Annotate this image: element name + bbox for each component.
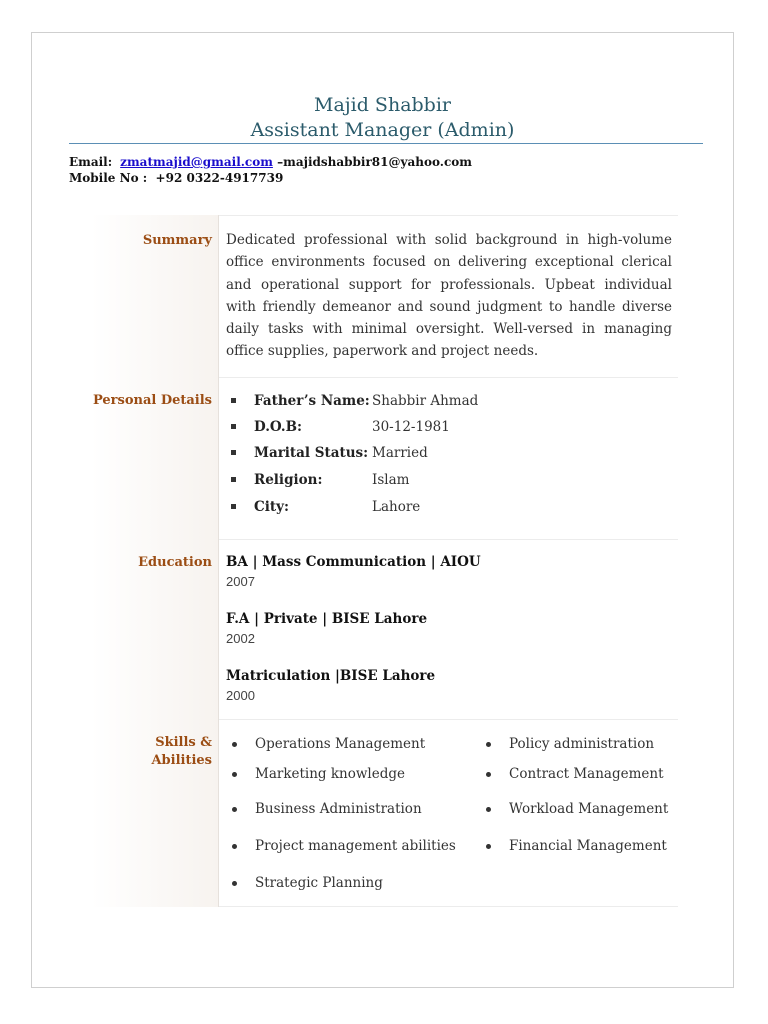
personal-details-section [91, 377, 678, 539]
education-label: Education [138, 555, 212, 570]
mobile-number: +92 0322-4917739 [155, 171, 284, 185]
email-link[interactable]: zmatmajid@gmail.com [120, 155, 273, 169]
skills-section: Skills & Abilities Operations Management Marketing knowledge Business Administration Project management abilities Strategic Planning Policy administration Contract Management Workload Management Financial Management [91, 719, 678, 907]
email-label: Email: [69, 155, 113, 169]
skills-label-line2: Abilities [151, 753, 212, 768]
bullet-dot-icon [232, 807, 237, 812]
bullet-dot-icon [486, 844, 491, 849]
mobile-label: Mobile No : [69, 171, 148, 185]
contact-block [69, 154, 472, 186]
header-divider [69, 143, 703, 144]
bullet-dot-icon [232, 772, 237, 777]
detail-key: D.O.B: [254, 419, 302, 435]
candidate-name: Majid Shabbir [313, 94, 452, 116]
bullet-square-icon [231, 450, 236, 455]
bullet-square-icon [231, 504, 236, 509]
summary-text: Dedicated professional with solid background in high-volume office environments focused on delivering exceptional clerical and operational support for professionals. Upbeat individual with friendly demeanor and sound judgment to handle diverse daily tasks with minimal oversight. Well-versed in managing office supplies, paperwork and project needs. [226, 232, 672, 360]
detail-value: Shabbir Ahmad [372, 393, 479, 409]
detail-value: Lahore [372, 499, 421, 515]
education-title: BA | Mass Communication | AIOU [226, 554, 481, 570]
bullet-square-icon [231, 398, 236, 403]
email-line [69, 154, 472, 170]
detail-key: Marital Status: [254, 445, 369, 461]
education-section [91, 539, 678, 719]
detail-value: Islam [372, 472, 410, 488]
detail-key: Religion: [254, 472, 323, 488]
summary-section [91, 215, 678, 377]
detail-key: Father’s Name: [254, 393, 370, 409]
bullet-dot-icon [232, 881, 237, 886]
bullet-square-icon [231, 424, 236, 429]
bullet-dot-icon [486, 807, 491, 812]
bullet-square-icon [231, 477, 236, 482]
personal-details-label: Personal Details [92, 393, 212, 408]
education-title: F.A | Private | BISE Lahore [226, 611, 428, 627]
detail-value: 30-12-1981 [372, 419, 450, 435]
bullet-dot-icon [486, 742, 491, 747]
mobile-line [69, 170, 472, 186]
education-year: 2000 [226, 688, 255, 703]
detail-key: City: [254, 499, 289, 515]
detail-value: Married [372, 445, 428, 461]
bullet-dot-icon [486, 772, 491, 777]
summary-label: Summary [142, 233, 212, 248]
bullet-dot-icon [232, 844, 237, 849]
candidate-title: Assistant Manager (Admin) [250, 119, 515, 141]
resume-page [31, 32, 734, 988]
skills-label-line1: Skills & [155, 735, 212, 750]
secondary-email: –majidshabbir81@yahoo.com [277, 155, 472, 169]
education-year: 2007 [226, 574, 255, 589]
education-year: 2002 [226, 631, 255, 646]
education-title: Matriculation |BISE Lahore [226, 668, 436, 684]
bullet-dot-icon [232, 742, 237, 747]
